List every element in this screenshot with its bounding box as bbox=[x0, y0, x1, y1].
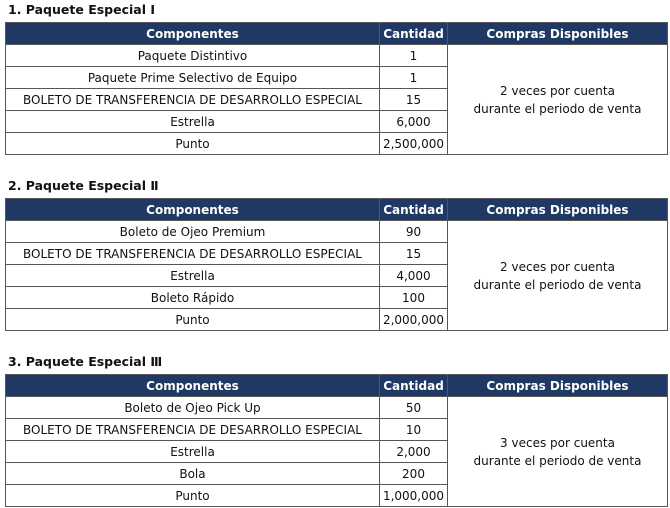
component-cell: Bola bbox=[6, 463, 380, 485]
package-title: 3. Paquete Especial Ⅲ bbox=[8, 354, 163, 369]
quantity-cell: 10 bbox=[380, 419, 448, 441]
quantity-cell: 2,500,000 bbox=[380, 133, 448, 155]
component-cell: Estrella bbox=[6, 265, 380, 287]
quantity-cell: 4,000 bbox=[380, 265, 448, 287]
package-title: 2. Paquete Especial Ⅱ bbox=[8, 178, 159, 193]
component-cell: Boleto Rápido bbox=[6, 287, 380, 309]
component-cell: Estrella bbox=[6, 441, 380, 463]
component-cell: BOLETO DE TRANSFERENCIA DE DESARROLLO ESPECIAL bbox=[6, 89, 380, 111]
component-cell: Boleto de Ojeo Pick Up bbox=[6, 397, 380, 419]
header-purchases: Compras Disponibles bbox=[448, 199, 668, 221]
header-quantity: Cantidad bbox=[380, 199, 448, 221]
quantity-cell: 1 bbox=[380, 67, 448, 89]
quantity-cell: 2,000 bbox=[380, 441, 448, 463]
package-table bbox=[5, 198, 668, 331]
purchase-limit-line: 2 veces por cuenta bbox=[500, 259, 615, 274]
header-components: Componentes bbox=[6, 23, 380, 45]
package-table bbox=[5, 374, 668, 507]
quantity-cell: 50 bbox=[380, 397, 448, 419]
table-header-row bbox=[6, 23, 668, 45]
package-title: 1. Paquete Especial Ⅰ bbox=[8, 2, 156, 17]
purchase-period-line: durante el periodo de venta bbox=[473, 101, 642, 116]
component-cell: BOLETO DE TRANSFERENCIA DE DESARROLLO ESPECIAL bbox=[6, 419, 380, 441]
component-cell: Boleto de Ojeo Premium bbox=[6, 221, 380, 243]
purchase-limit-cell bbox=[448, 221, 668, 331]
quantity-cell: 6,000 bbox=[380, 111, 448, 133]
header-quantity: Cantidad bbox=[380, 23, 448, 45]
header-components: Componentes bbox=[6, 375, 380, 397]
quantity-cell: 1 bbox=[380, 45, 448, 67]
purchase-limit-cell bbox=[448, 45, 668, 155]
component-cell: Punto bbox=[6, 309, 380, 331]
purchase-limit-line: 3 veces por cuenta bbox=[500, 435, 615, 450]
quantity-cell: 1,000,000 bbox=[380, 485, 448, 507]
purchase-period-line: durante el periodo de venta bbox=[473, 277, 642, 292]
header-quantity: Cantidad bbox=[380, 375, 448, 397]
table-header-row bbox=[6, 199, 668, 221]
quantity-cell: 200 bbox=[380, 463, 448, 485]
component-cell: Punto bbox=[6, 133, 380, 155]
quantity-cell: 2,000,000 bbox=[380, 309, 448, 331]
purchase-limit-cell bbox=[448, 397, 668, 507]
purchase-period-line: durante el periodo de venta bbox=[473, 453, 642, 468]
component-cell: Paquete Distintivo bbox=[6, 45, 380, 67]
table-row bbox=[6, 221, 668, 243]
component-cell: Estrella bbox=[6, 111, 380, 133]
header-purchases: Compras Disponibles bbox=[448, 375, 668, 397]
package-table bbox=[5, 22, 668, 155]
purchase-limit-line: 2 veces por cuenta bbox=[500, 83, 615, 98]
header-purchases: Compras Disponibles bbox=[448, 23, 668, 45]
quantity-cell: 100 bbox=[380, 287, 448, 309]
header-components: Componentes bbox=[6, 199, 380, 221]
quantity-cell: 15 bbox=[380, 89, 448, 111]
component-cell: Paquete Prime Selectivo de Equipo bbox=[6, 67, 380, 89]
quantity-cell: 90 bbox=[380, 221, 448, 243]
table-row bbox=[6, 45, 668, 67]
table-row bbox=[6, 397, 668, 419]
component-cell: Punto bbox=[6, 485, 380, 507]
component-cell: BOLETO DE TRANSFERENCIA DE DESARROLLO ESPECIAL bbox=[6, 243, 380, 265]
quantity-cell: 15 bbox=[380, 243, 448, 265]
table-header-row bbox=[6, 375, 668, 397]
